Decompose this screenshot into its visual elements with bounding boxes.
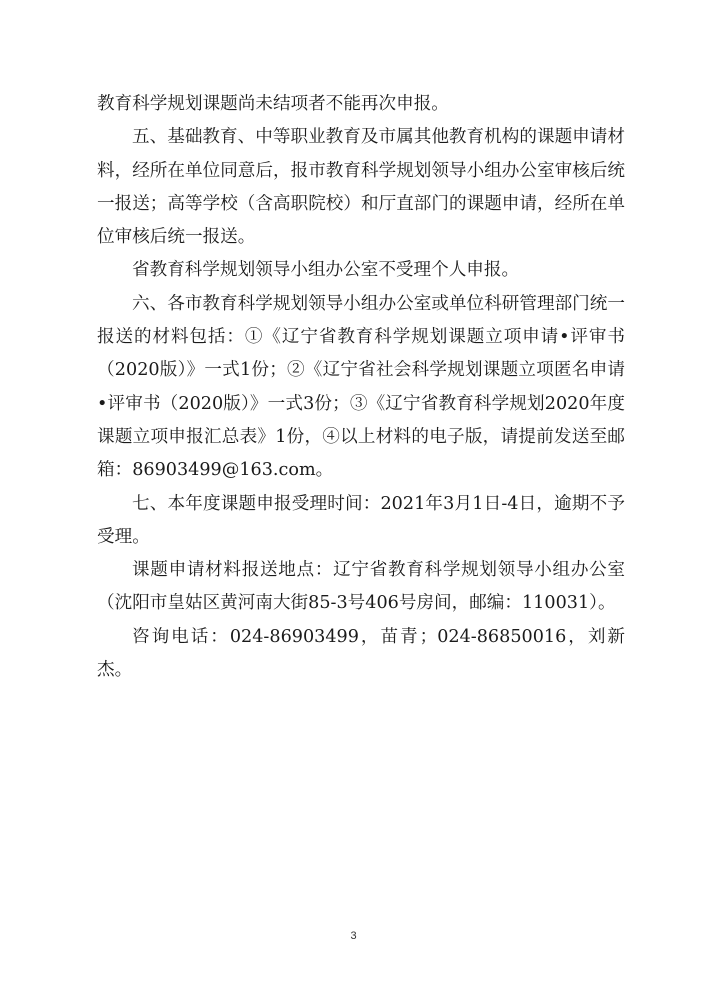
paragraph-contact-phone: 咨询电话：024-86903499，苗青；024-86850016，刘新杰。 bbox=[97, 626, 625, 681]
paragraph-item-seven: 七、本年度课题申报受理时间：2021年3月1日-4日，逾期不予受理。 bbox=[97, 493, 625, 547]
paragraph-continuation: 教育科学规划课题尚未结项者不能再次申报。 bbox=[97, 94, 449, 114]
document-body bbox=[97, 88, 625, 687]
paragraph-submission-address: 课题申请材料报送地点：辽宁省教育科学规划领导小组办公室（沈阳市皇姑区黄河南大街85-3号406号房间，邮编：110031）。 bbox=[97, 560, 625, 614]
paragraph-item-five: 五、基础教育、中等职业教育及市属其他教育机构的课题申请材料，经所在单位同意后，报市教育科学规划领导小组办公室审核后统一报送；高等学校（含高职院校）和厅直部门的课题申请，经所在单位审核后统一报送。 bbox=[97, 127, 625, 248]
page-number: 3 bbox=[350, 930, 357, 942]
paragraph-item-six: 六、各市教育科学规划领导小组办公室或单位科研管理部门统一报送的材料包括：①《辽宁省教育科学规划课题立项申请•评审书（2020版）》一式1份；②《辽宁省社会科学规划课题立项匿名申请•评审书（2020版）》一式3份；③《辽宁省教育科学规划2020年度课题立项申报汇总表》1份，④以上材料的电子版，请提前发送至邮箱：86903499@163.com。 bbox=[97, 293, 625, 481]
paragraph-no-individual: 省教育科学规划领导小组办公室不受理个人申报。 bbox=[132, 260, 520, 281]
